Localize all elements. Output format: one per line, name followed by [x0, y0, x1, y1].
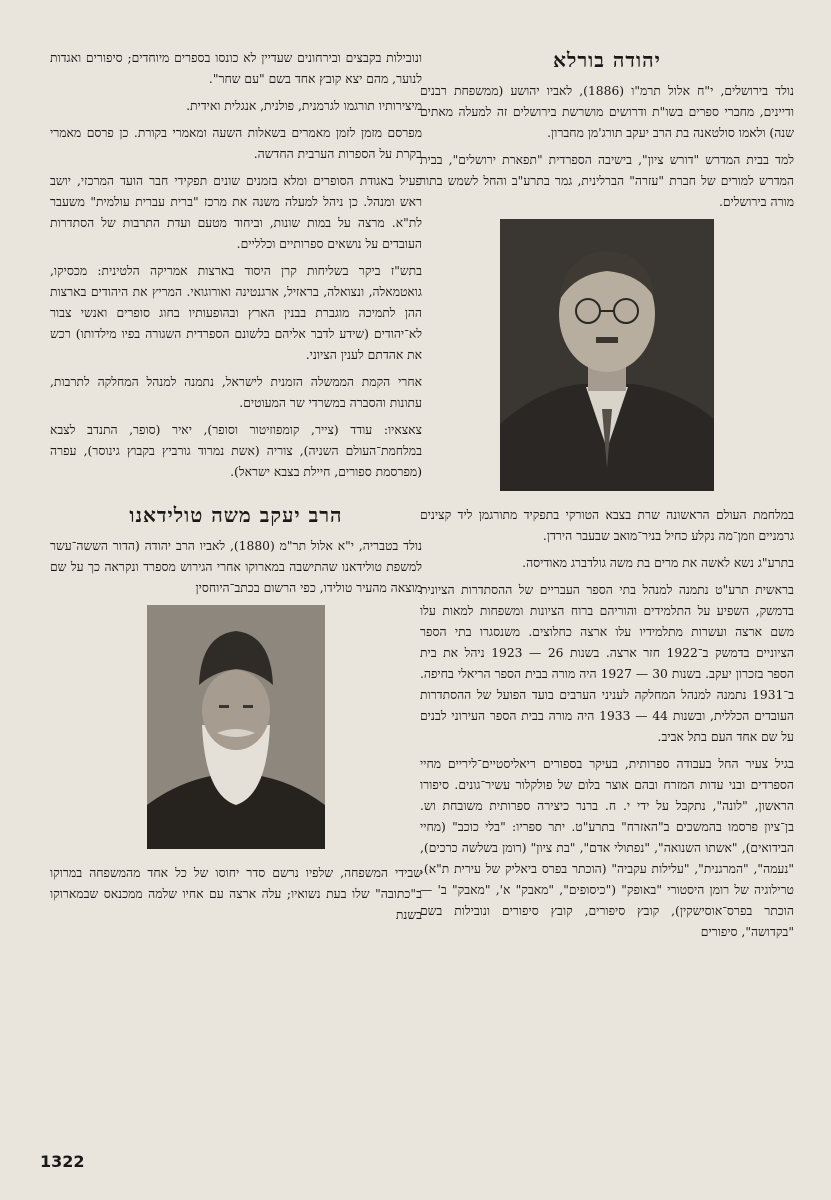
paragraph: למד בבית המדרש "דורש ציון", בישיבה הספרדית "תפארת ירושלים", בבית המדרש למורים של חברת "עזרה" הברלינית, גמר בתרע"ב והחל לשמש בתור מורה בירושלים.: [420, 153, 794, 209]
entry-heading-toledano: הרב יעקב משה טולידאנו: [129, 503, 343, 527]
paragraph: מפרסם מזמן לזמן מאמרים בשאלות השעה ומאמרי בקורת. כן פרסם מאמרי בקרת על הספרות הערבית החדשה.: [50, 126, 422, 161]
paragraph: במלחמת העולם הראשונה שרת בצבא הטורקי בתפקיד מתורגמן ליד קצינים גרמניים וזמן־מה נקלע כחיל בניר־מואב שבעבר הירדן.: [420, 508, 794, 543]
left-column: [50, 48, 422, 932]
paragraph: אחרי הקמת הממשלה הזמנית לישראל, נתמנה למנהל המחלקה לתרבות, עתונות והסברה במשרדי שר המעוטים.: [50, 375, 422, 410]
paragraph: בתרע"ג נשא לאשה את מרים בת משה גולדברג מאודיסה.: [522, 556, 794, 570]
paragraph: פעיל באגודת הסופרים ומלא בזמנים שונים תפקידי חבר הועד המרכזי, יושב ראש ומנהל. כן ניהל למעלה משנה את מרכז "ברית עברית עולמית" משעבר לת"א. מרצה על במות שונות, וביחוד מטעם ועדת התרבות של הסתדרות העובדים על נושאים ספרותיים וכלליים.: [50, 174, 423, 251]
paragraph: בראשית תרע"ט נתמנה למנהל בתי הספר העבריים של ההסתדרות הציונית בדמשק, השפיע על התלמידים והוריהם ברוח הציונות ומשפחות למאות עלו משם ארצה ועשרות מתלמידיו עלו ארצה כחלוצים. משנסגרו בתי הספר הציוניים בדמשק ב־1922 חזר ארצה. בשנות 26 — 1923 ניהל את בית הספר בזכרון יעקב. בשנות 30 — 1927 היה מורה בבית הספר הריאלי בחיפה. ב־1931 נתמנה למנהל המחלקה לעניני הערבים בועד הפועל של ההסתדרות העובדים הכללית, ובשנות 44 — 1933 היה מורה בבית הספר העירוני לבנים על שם אחד העם בתל אביב.: [420, 583, 794, 744]
paragraph: נולד בירושלים, י"ח אלול תרמ"ו (1886), לאביו יהושע (ממשפחת רבנים ודיינים, מחברי ספרים בשו"ת ודרושים מושרשת בירושלים זה למעלה מאתים שנה) ולאמו סולטאנה בת הרב יעקב תורג'מן מחברון.: [420, 84, 794, 140]
right-column: [420, 48, 794, 949]
paragraph: צאצאיו: עודד (צייר, קומפוזיטור וסופר), יאיר (סופר, התנדב לצבא במלחמת־העולם השניה), צוריה (אשת נמרוד גורביץ בקבוץ גינוסר), עפרה (מפרסמת ספורים, חיילת בצבא ישראל).: [50, 423, 422, 479]
paragraph: שבידי המשפחה, שלפיו נרשם סדר יחוסו של כל אחד מהמשפחה במרוקו ב"כתובה" שלו בעת נשואיו; עלה ארצה עם אחיו שלמה ממכנאס שבמארוקו בשנת: [50, 866, 422, 922]
entry-heading-yehuda-burla: יהודה בורלא: [553, 48, 661, 72]
paragraph: נולד בטבריה, י"א אלול תר"מ (1880), לאביו הרב יהודה (הדור הששה־עשר למשפת טולידאנו שהתישבה במארוקו אחרי הגירוש מספרד ונקראה כך על שם מוצאה מהעיר טולידו, כפי הרשום בכתב־היוחסין: [50, 539, 422, 595]
paragraph: מיצירותיו תורגמו לגרמנית, פולנית, אנגלית ואידית.: [186, 99, 422, 113]
section-gap: [50, 489, 422, 503]
paragraph: בתש"ז ביקר בשליחות קרן היסוד בארצות אמריקה הלטינית: מכסיקו, גואטמאלה, ונצואלה, בראזיל, ארגנטינה ואורוגואי. המריץ את היהודים בארצות ההן לתמיכה מוגברת בבנין הארץ ובהופעותיו בחוג סופרים ואנשי צבור לא־יהודים (שידע לדבר אליהם בלשונם הספרדית השגורה בפיו מילדותו) רכש את אהדתם לענין הציוני.: [50, 264, 422, 362]
portrait-photo-toledano: [147, 605, 325, 849]
paragraph: בגיל צעיר החל בעבודה ספרותית, בעיקר בספורים ריאליסטיים־ליריים מחיי הספרדים ובני עדות המזרח ובהם אוצר בלום של פולקלור עשיר־גונים. סיפורו הראשון, "לונה", נתקבל על ידי י. ח. ברנר כיצירה ספרותית משובחת וש. בן־ציון פרסמו בהמשכים ב"האזרח" בתרע"ט. יתר ספריו: "בלי כוכב" (מחיי הבידואים), "אשתו השנואה", "נפתולי אדם", "בת ציון" (רומן בשלשה כרכים), "נעמה", "המרגנית", "עלילות עקביה" (הוכתר בפרס ביאליק של עירית ת"א), טרילוגיה של רומן היסטורי "באופק" ("כיסופים", "מאבק" א', "מאבק" ב' — הוכתר בפרס־אוסישקין), קובץ סיפורים, קובץ סיפורים ונובילות בשם "בקדושה", סיפורים: [420, 757, 794, 939]
portrait-photo-yehuda-burla: [500, 219, 714, 491]
paragraph: ונובילות בקבצים ובירחונים שעדיין לא כונסו בספרים מיוחדים; סיפורים ואגדות לנוער, מהם יצא קובץ אחד בשם "עם שחר".: [50, 51, 422, 86]
page-number: 1322: [40, 1152, 85, 1171]
